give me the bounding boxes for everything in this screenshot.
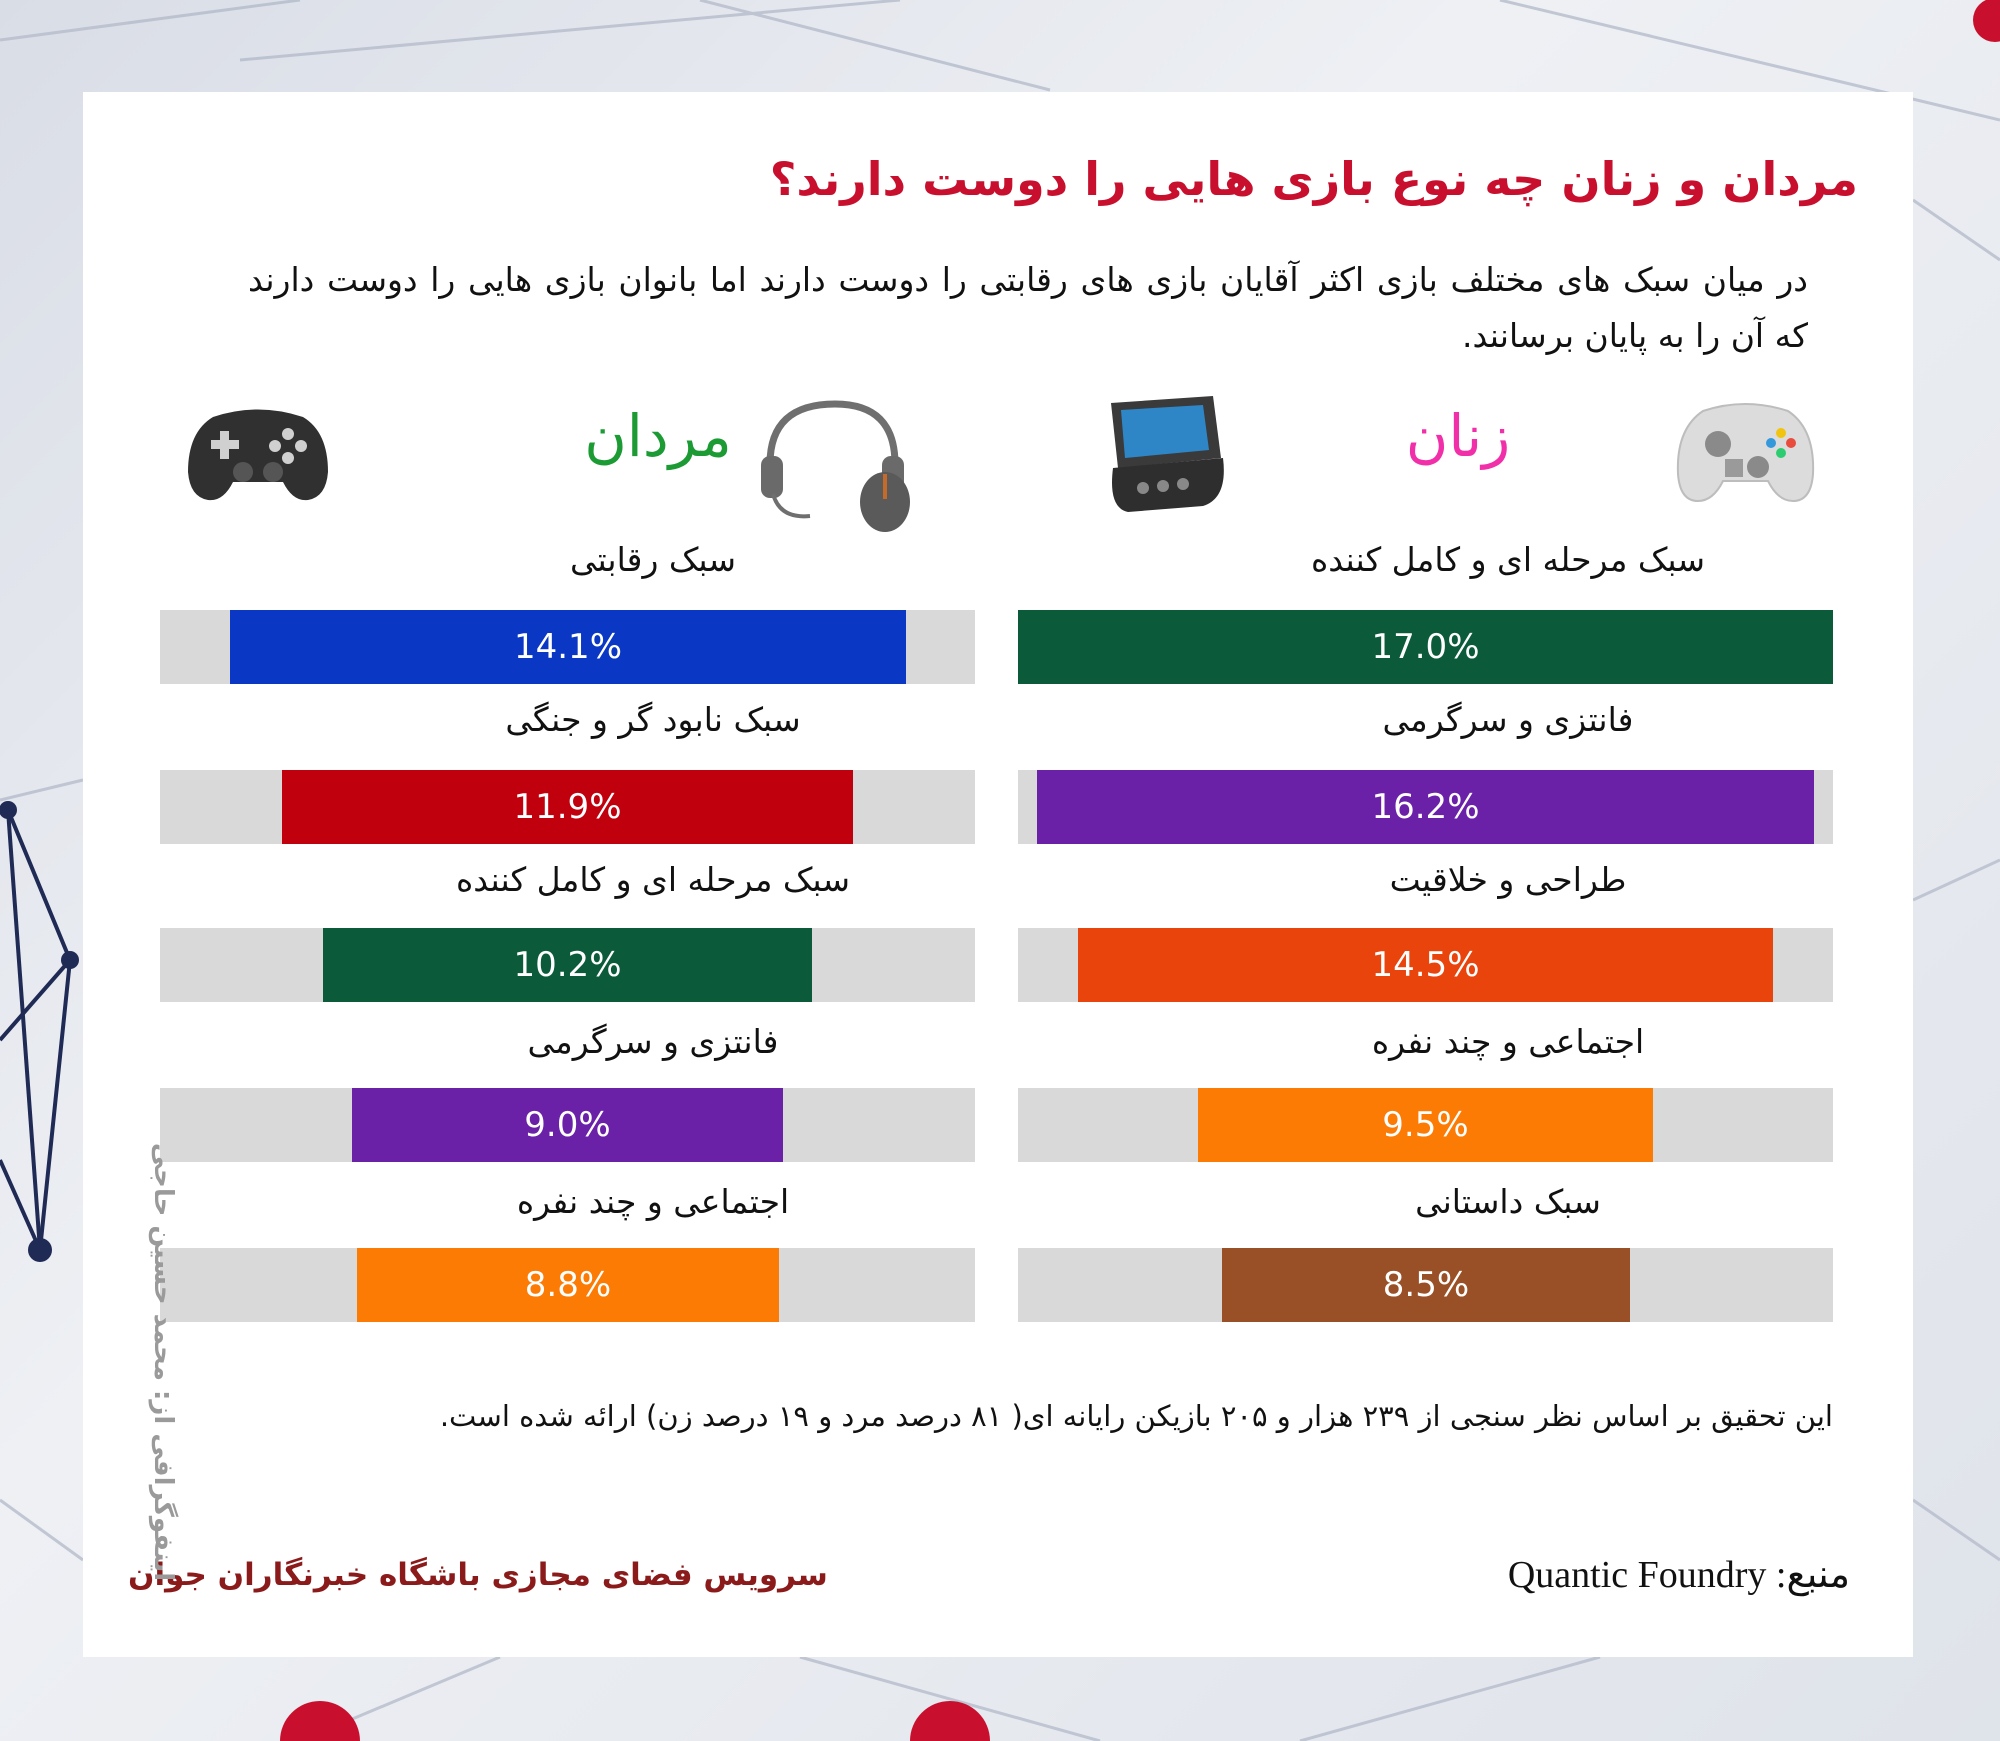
men-bar-fill — [282, 770, 853, 844]
men-bar-fill — [352, 1088, 783, 1162]
women-bar-track — [1018, 1088, 1833, 1162]
men-bar-fill — [230, 610, 906, 684]
men-bar-track — [160, 610, 975, 684]
women-bar-label: سبک مرحله ای و کامل کننده — [1310, 540, 1706, 579]
men-bar-fill — [357, 1248, 779, 1322]
men-bar-label: سبک رقابتی — [569, 540, 737, 579]
handheld-console-icon — [1103, 388, 1228, 518]
intro-text: در میان سبک های مختلف بازی اکثر آقایان بازی های رقابتی را دوست دارند اما بانوان بازی هایی را دوست دارند که آن را به پایان برسانند. — [248, 260, 1808, 355]
men-bar-value-label: 11.9% — [513, 787, 622, 827]
xbox-controller-icon — [1673, 389, 1818, 514]
agency-credit: سرویس فضای مجازی باشگاه خبرنگاران جوان — [128, 1557, 828, 1593]
men-bar-label: سبک مرحله ای و کامل کننده — [455, 860, 851, 899]
women-bar-label: فانتزی و سرگرمی — [1382, 700, 1634, 739]
men-bar-value-label: 14.1% — [513, 627, 622, 667]
gamepad-icon — [183, 392, 333, 512]
women-bar-track — [1018, 770, 1833, 844]
men-bar-track — [160, 928, 975, 1002]
women-bar-value-label: 17.0% — [1371, 627, 1480, 667]
headset-mouse-icon — [755, 394, 915, 534]
women-bar-track — [1018, 610, 1833, 684]
men-bar-fill — [323, 928, 812, 1002]
women-bar-label: اجتماعی و چند نفره — [1371, 1022, 1645, 1061]
men-bar-track — [160, 770, 975, 844]
infographic-card — [83, 92, 1913, 1657]
women-bar-value-label: 9.5% — [1382, 1105, 1469, 1145]
page-title: مردان و زنان چه نوع بازی هایی را دوست دارند؟ — [769, 152, 1858, 206]
women-bar-value-label: 14.5% — [1371, 945, 1480, 985]
women-bar-track — [1018, 928, 1833, 1002]
women-bar-fill — [1222, 1248, 1630, 1322]
men-bar-track — [160, 1088, 975, 1162]
women-bar-label: طراحی و خلاقیت — [1389, 860, 1627, 899]
women-bar-fill — [1037, 770, 1814, 844]
men-bar-value-label: 8.8% — [524, 1265, 612, 1305]
women-bar-value-label: 16.2% — [1371, 787, 1480, 827]
men-bar-label: فانتزی و سرگرمی — [527, 1022, 779, 1061]
women-bar-fill — [1198, 1088, 1653, 1162]
women-bar-fill — [1018, 610, 1833, 684]
men-bar-label: اجتماعی و چند نفره — [516, 1182, 790, 1221]
men-heading: مردان — [584, 402, 732, 470]
men-bar-value-label: 10.2% — [513, 945, 622, 985]
men-bar-value-label: 9.0% — [524, 1105, 611, 1145]
research-note: این تحقیق بر اساس نظر سنجی از ۲۳۹ هزار و ۲۰۵ بازیکن رایانه ای( ۸۱ درصد مرد و ۱۹ درصد زن) ارائه شده است. — [439, 1399, 1833, 1433]
men-bar-track — [160, 1248, 975, 1322]
men-bar-label: سبک نابود گر و جنگی — [505, 700, 801, 739]
women-bar-value-label: 8.5% — [1382, 1265, 1470, 1305]
women-bar-track — [1018, 1248, 1833, 1322]
designer-credit: اینفوگرافی از: محمد حسین حاجی — [148, 1142, 178, 1582]
source-text: منبع: Quantic Foundry — [1507, 1554, 1850, 1596]
women-bar-label: سبک داستانی — [1415, 1182, 1601, 1221]
women-bar-fill — [1078, 928, 1773, 1002]
women-heading: زنان — [1405, 402, 1511, 470]
